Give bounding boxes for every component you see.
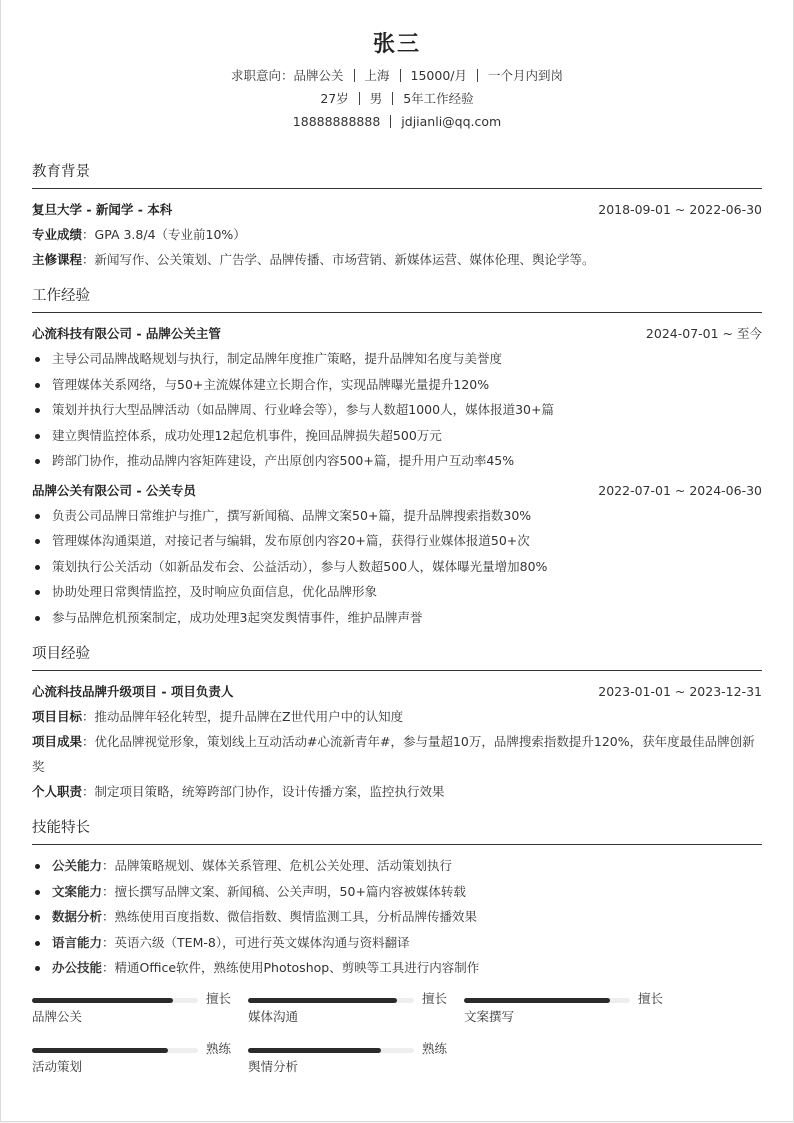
job-bullets: [32, 503, 762, 631]
skill-bar-item: [248, 1039, 464, 1083]
skill-label: 语言能力: [52, 934, 103, 950]
skill-label: 文案能力: [52, 883, 103, 899]
city: 上海: [364, 68, 390, 83]
progress-track: [248, 998, 414, 1003]
skill-level: 擅长: [638, 990, 664, 1006]
project-duty: [32, 779, 762, 804]
job-title: 品牌公关有限公司 - 公关专员: [32, 482, 196, 498]
project-duty-label: 个人职责: [32, 784, 83, 799]
project-name: 心流科技品牌升级项目 - 项目负责人: [32, 684, 234, 699]
colon: ：: [102, 858, 115, 873]
skill-name: 活动策划: [32, 1058, 83, 1074]
job-intent: 求职意向：品牌公关: [230, 68, 344, 83]
list-item: [32, 955, 762, 981]
separator: [400, 69, 401, 82]
project-goal: [32, 704, 762, 729]
project-result-label: 项目成果: [32, 734, 83, 749]
gpa-value: GPA 3.8/4（专业前10%）: [94, 227, 246, 242]
skill-value: 英语六级（TEM-8），可进行英文媒体沟通与资料翻译: [114, 934, 410, 950]
skill-value: 精通Office软件，熟练使用Photoshop、剪映等工具进行内容制作: [114, 960, 480, 975]
candidate-name: 张三: [372, 32, 421, 57]
progress-track: [32, 1048, 198, 1053]
job-date: 2022-07-01 ~ 2024-06-30: [598, 482, 762, 498]
colon: ：: [82, 709, 95, 724]
progress-track: [248, 1048, 414, 1053]
skill-bar-item: [248, 989, 464, 1033]
skill-name: 舆情分析: [248, 1058, 299, 1074]
progress-fill: [464, 998, 610, 1003]
job-entry: [32, 478, 762, 631]
personal-info-line: [1, 87, 793, 110]
gpa-line: [32, 222, 762, 247]
section-title: 教育背景: [32, 160, 762, 189]
gpa-label: 专业成绩: [32, 227, 83, 242]
courses-label: 主修课程: [32, 252, 83, 267]
list-item: 协助处理日常舆情监控，及时响应负面信息，优化品牌形象: [32, 579, 762, 605]
list-item: [32, 853, 762, 879]
colon: ：: [82, 734, 95, 749]
separator: [354, 69, 355, 82]
work-section: [32, 284, 762, 630]
resume-header: [1, 0, 793, 133]
contact-line: [1, 110, 793, 133]
job-bullets: [32, 346, 762, 474]
list-item: 参与品牌危机预案制定，成功处理3起突发舆情事件，维护品牌声誉: [32, 605, 762, 631]
phone: 18888888888: [292, 114, 381, 129]
skill-name: 品牌公关: [32, 1008, 83, 1024]
age: 27岁: [320, 91, 349, 106]
skill-value: 熟练使用百度指数、微信指数、舆情监测工具，分析品牌传播效果: [114, 909, 478, 924]
colon: ：: [82, 784, 95, 799]
skill-label: 办公技能: [52, 960, 103, 975]
skill-name: 文案撰写: [464, 1008, 515, 1024]
colon: ：: [82, 227, 95, 242]
list-item: 负责公司品牌日常维护与推广，撰写新闻稿、品牌文案50+篇，提升品牌搜索指数30%: [32, 503, 762, 529]
list-item: 管理媒体关系网络，与50+主流媒体建立长期合作，实现品牌曝光量提升120%: [32, 372, 762, 398]
progress-track: [464, 998, 630, 1003]
list-item: 策划并执行大型品牌活动（如品牌周、行业峰会等），参与人数超1000人，媒体报道30+篇: [32, 397, 762, 423]
section-title: 工作经验: [32, 284, 762, 313]
list-item: 管理媒体沟通渠道，对接记者与编辑，发布原创内容20+篇，获得行业媒体报道50+次: [32, 528, 762, 554]
education-section: [32, 160, 762, 272]
list-item: 建立舆情监控体系，成功处理12起危机事件，挽回品牌损失超500万元: [32, 423, 762, 449]
list-item: [32, 879, 762, 905]
courses-line: [32, 247, 762, 272]
skill-bar-item: [32, 1039, 248, 1083]
project-goal-value: 推动品牌年轻化转型，提升品牌在Z世代用户中的认知度: [94, 709, 404, 724]
colon: ：: [102, 960, 115, 975]
progress-fill: [248, 998, 397, 1003]
salary: 15000/月: [410, 68, 467, 83]
resume-content: [32, 160, 762, 1095]
skill-name: 媒体沟通: [248, 1008, 299, 1024]
skill-level: 擅长: [206, 990, 232, 1006]
skill-level: 擅长: [422, 990, 448, 1006]
project-goal-label: 项目目标: [32, 709, 83, 724]
separator: [359, 92, 360, 105]
list-item: 主导公司品牌战略规划与执行，制定品牌年度推广策略，提升品牌知名度与美誉度: [32, 346, 762, 372]
skill-bar-item: [464, 989, 680, 1033]
colon: ：: [102, 909, 115, 924]
list-item: [32, 930, 762, 956]
progress-fill: [32, 998, 173, 1003]
section-title: 技能特长: [32, 816, 762, 845]
experience-years: 5年工作经验: [403, 91, 474, 106]
email: jdjianli@qq.com: [401, 114, 502, 129]
job-date: 2024-07-01 ~ 至今: [645, 326, 762, 341]
skill-level: 熟练: [422, 1040, 448, 1056]
project-date: 2023-01-01 ~ 2023-12-31: [598, 684, 762, 699]
courses-value: 新闻写作、公关策划、广告学、品牌传播、市场营销、新媒体运营、媒体伦理、舆论学等。: [94, 252, 595, 267]
section-title: 项目经验: [32, 642, 762, 671]
separator: [390, 115, 391, 128]
availability: 一个月内到岗: [488, 68, 564, 83]
education-row: [32, 197, 762, 222]
list-item: [32, 904, 762, 930]
separator: [392, 92, 393, 105]
progress-fill: [248, 1048, 381, 1053]
separator: [477, 69, 478, 82]
job-intent-line: [1, 64, 793, 87]
list-item: 策划执行公关活动（如新品发布会、公益活动），参与人数超500人，媒体曝光量增加80%: [32, 554, 762, 580]
education-date: 2018-09-01 ~ 2022-06-30: [598, 202, 762, 217]
skill-label: 公关能力: [52, 858, 103, 873]
list-item: 跨部门协作，推动品牌内容矩阵建设，产出原创内容500+篇，提升用户互动率45%: [32, 448, 762, 474]
project-section: [32, 642, 762, 804]
skill-bar-item: [32, 989, 248, 1033]
progress-track: [32, 998, 198, 1003]
project-header: [32, 679, 762, 704]
progress-fill: [32, 1048, 168, 1053]
skill-value: 擅长撰写品牌文案、新闻稿、公关声明，50+篇内容被媒体转载: [114, 883, 466, 899]
colon: ：: [82, 252, 95, 267]
project-result-value: 优化品牌视觉形象，策划线上互动活动#心流新青年#，参与量超10万，品牌搜索指数提升120%，获年度最佳品牌创新奖: [32, 734, 755, 774]
skills-list: [32, 853, 762, 981]
skill-level: 熟练: [206, 1040, 232, 1056]
skill-value: 品牌策略规划、媒体关系管理、危机公关处理、活动策划执行: [114, 858, 453, 873]
project-duty-value: 制定项目策略，统筹跨部门协作，设计传播方案，监控执行效果: [94, 784, 445, 799]
job-entry: [32, 321, 762, 474]
project-result: [32, 729, 762, 779]
job-header: [32, 478, 762, 503]
skill-label: 数据分析: [52, 909, 103, 924]
job-header: [32, 321, 762, 346]
colon: ：: [102, 883, 115, 899]
colon: ：: [102, 934, 115, 950]
skills-section: [32, 816, 762, 1083]
gender: 男: [369, 91, 383, 106]
skill-bars: [32, 989, 762, 1083]
job-title: 心流科技有限公司 - 品牌公关主管: [32, 326, 221, 341]
school-degree: 复旦大学 - 新闻学 - 本科: [32, 202, 173, 217]
